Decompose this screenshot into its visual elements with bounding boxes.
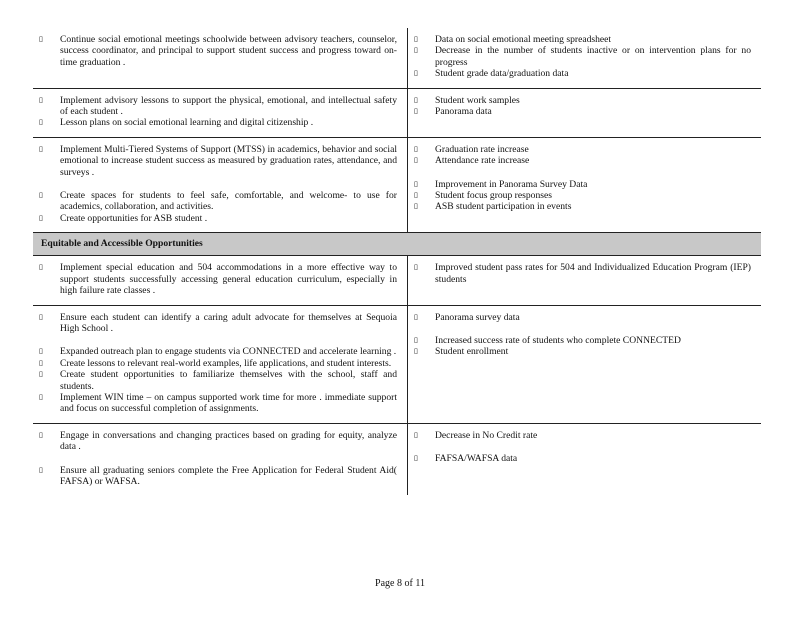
measure-cell [408,138,761,232]
action-cell [33,256,408,304]
table-row [33,28,761,89]
bullet-item [414,201,751,212]
bullet-item [414,144,751,155]
bullet-text: Panorama survey data [435,311,520,323]
measure-cell [408,424,761,496]
bullet-icon: ▯ [414,347,418,356]
bullet-text: Increased success rate of students who complete CONNECTED [435,334,681,346]
bullet-text: Create lessons to relevant real-world examples, life applications, and student interests. [60,357,392,369]
bullet-item [414,453,751,464]
bullet-item [414,34,751,45]
bullet-text: Lesson plans on social emotional learning and digital citizenship . [60,117,314,129]
bullet-text: Decrease in the number of students inactive or on intervention plans for no progress [435,45,751,68]
bullet-icon: ▯ [414,107,418,116]
action-cell [33,306,408,423]
action-cell [33,424,408,496]
bullet-text: ASB student participation in events [435,201,572,213]
measure-cell [408,89,761,137]
bullet-item [39,144,397,178]
bullet-text: Ensure each student can identify a caring adult advocate for themselves at Sequoia High School . [60,311,397,334]
group-spacer [39,178,397,190]
bullet-item [414,430,751,441]
bullet-item [39,312,397,335]
bullet-text: Continue social emotional meetings schoolwide between advisory teachers, counselor, success coordinator, and principal to support student success and progress toward on-time graduation . [60,34,397,68]
bullet-icon: ▯ [39,263,43,272]
bullet-item [414,179,751,190]
bullet-icon: ▯ [39,312,43,321]
bullet-icon: ▯ [39,465,43,474]
bullet-item [39,117,397,128]
bullet-text: Student focus group responses [435,190,552,202]
bullet-item [39,213,397,224]
bullet-text: Decrease in No Credit rate [435,429,538,441]
bullet-icon: ▯ [414,144,418,153]
top-rows [33,28,761,232]
section-title: Equitable and Accessible Opportunities [41,238,203,250]
bullet-text: Create opportunities for ASB student . [60,212,208,224]
table-row [33,138,761,232]
bullet-icon: ▯ [414,202,418,211]
section-header [33,232,761,256]
bullet-item [39,346,397,357]
bullet-text: Graduation rate increase [435,143,529,155]
bullet-icon: ▯ [414,156,418,165]
page-footer: Page 8 of 11 [375,578,425,589]
measure-cell [408,306,761,423]
bullet-icon: ▯ [39,35,43,43]
group-spacer [414,323,751,335]
bullet-icon: ▯ [39,370,43,379]
table-row [33,424,761,496]
bullet-icon: ▯ [39,95,43,104]
bullet-icon: ▯ [414,454,418,463]
bullet-item [414,335,751,346]
bullet-icon: ▯ [39,347,43,356]
action-cell [33,138,408,232]
bullet-item [414,95,751,106]
group-spacer [39,453,397,465]
bullet-text: Improvement in Panorama Survey Data [435,178,588,190]
bullet-item [39,95,397,118]
bullet-icon: ▯ [39,144,43,153]
bullet-icon: ▯ [39,118,43,127]
bullet-item [414,45,751,68]
bullet-text: Create spaces for students to feel safe, comfortable, and welcome- to use for academics, collaboration, and activities. [60,190,397,213]
bullet-text: Implement special education and 504 accommodations in a more effective way to support students successfully accessing general education curriculum, especially in high failure rate classes . [60,262,397,297]
measure-cell [408,28,761,88]
bullet-icon: ▯ [39,392,43,401]
bullet-icon: ▯ [414,312,418,321]
bullet-text: Panorama data [435,106,492,118]
bullet-icon: ▯ [39,430,43,439]
group-spacer [414,441,751,453]
action-cell [33,28,408,88]
table-row [33,89,761,138]
group-spacer [39,334,397,346]
bullet-item [39,34,397,68]
bullet-text: Attendance rate increase [435,155,530,167]
bullet-item [39,358,397,369]
bullet-icon: ▯ [39,191,43,200]
bullet-text: Student enrollment [435,346,509,358]
bullet-item [39,430,397,453]
bullet-text: Student grade data/graduation data [435,68,569,80]
bullet-icon: ▯ [414,430,418,439]
bullet-icon: ▯ [39,213,43,222]
bullet-text: Create student opportunities to familiarize themselves with the school, staff and students. [60,369,397,392]
bullet-item [414,312,751,323]
bullet-icon: ▯ [414,263,418,272]
bullet-item [39,262,397,296]
bullet-icon: ▯ [414,46,418,55]
bullet-icon: ▯ [414,95,418,104]
goals-table [33,28,761,495]
bullet-text: Implement Multi-Tiered Systems of Support (MTSS) in academics, behavior and social emotional to increase student success as measured by graduation rates, attendance, and surveys . [60,143,397,178]
bullet-item [414,262,751,285]
bullet-icon: ▯ [414,335,418,344]
group-spacer [414,167,751,179]
bullet-text: Data on social emotional meeting spreadsheet [435,34,612,45]
bullet-item [39,465,397,488]
bullet-item [414,190,751,201]
bullet-item [39,190,397,213]
bullet-text: Student work samples [435,94,520,106]
bullet-text: FAFSA/WAFSA data [435,453,518,465]
bullet-icon: ▯ [414,191,418,200]
table-row [33,256,761,305]
bullet-item [414,346,751,357]
bullet-icon: ▯ [414,35,418,43]
bullet-text: Improved student pass rates for 504 and Individualized Education Program (IEP) students [435,262,751,285]
bullet-item [414,68,751,79]
bullet-text: Expanded outreach plan to engage students via CONNECTED and accelerate learning . [60,346,397,358]
bullet-icon: ▯ [39,358,43,367]
table-row [33,306,761,424]
bullet-item [414,106,751,117]
bottom-rows [33,256,761,495]
bullet-text: Engage in conversations and changing practices based on grading for equity, analyze data . [60,429,397,453]
bullet-icon: ▯ [414,69,418,78]
bullet-item [39,392,397,415]
bullet-item [39,369,397,392]
bullet-text: Implement advisory lessons to support the physical, emotional, and intellectual safety of each student . [60,94,397,118]
bullet-item [414,155,751,166]
bullet-text: Ensure all graduating seniors complete the Free Application for Federal Student Aid( FAFSA) or WAFSA. [60,464,397,487]
bullet-text: Implement WIN time – on campus supported work time for more . immediate support and focus on successful completion of assignments. [60,391,397,415]
action-cell [33,89,408,137]
bullet-icon: ▯ [414,179,418,188]
measure-cell [408,256,761,304]
